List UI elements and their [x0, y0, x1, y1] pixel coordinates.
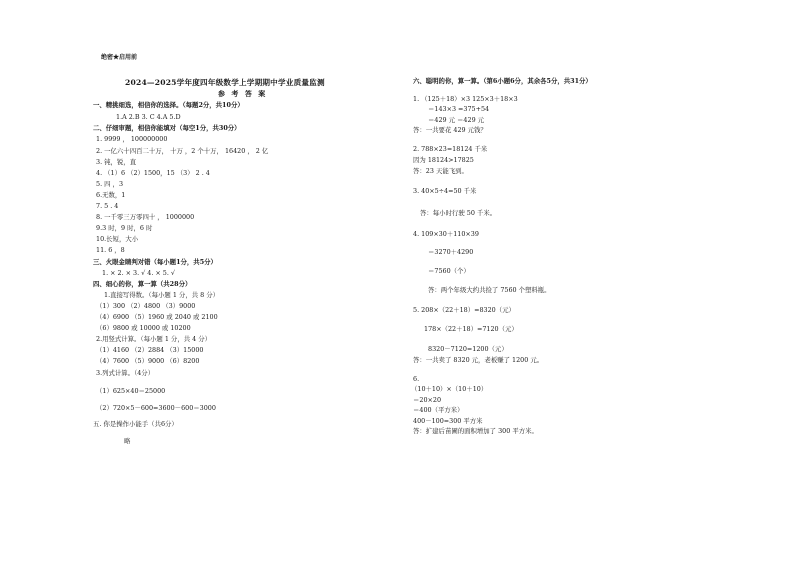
left-line-0: 一、精挑细选，相信你的选择。（每题2分，共10分）: [93, 101, 244, 109]
left-line-4: 2. 一亿六十四百二十万， 十万 ，2 个十万， 16420 ， 2 亿: [96, 147, 269, 155]
left-line-19: （4）6900 （5）1960 或 2040 或 2100: [96, 313, 218, 321]
left-line-12: 10.长短，大小: [96, 235, 139, 243]
right-line-7: 答：23 天能飞到。: [413, 167, 468, 175]
right-line-6: 因为 18124>17825: [413, 156, 474, 164]
right-line-14: 5. 208×（22＋18）=8320（元）: [413, 306, 515, 314]
left-line-16: 四、细心的你，算一算（共28分）: [93, 280, 192, 288]
right-line-11: ＝3270＋4290: [428, 248, 474, 256]
left-line-11: 9.3 时，9 时，6 时: [96, 224, 153, 232]
right-line-17: 答：一共卖了 8320 元，老板赚了 1200 元。: [413, 356, 544, 364]
right-line-0: 六、聪明的你，算一算。（第6小题6分，其余各5分，共31分）: [413, 77, 592, 85]
left-line-10: 8. 一千零三万零四十 ， 1000000: [96, 213, 195, 221]
right-line-12: ＝7560（个）: [428, 267, 470, 275]
right-line-2: ＝143×3 =375+54: [428, 105, 490, 113]
right-line-5: 2. 788×23=18124 千米: [413, 145, 488, 153]
right-line-10: 4. 109×30＋110×39: [413, 230, 479, 238]
right-line-15: 178×（22＋18）=7120（元）: [424, 325, 518, 333]
left-line-24: 3.列式计算。（4分）: [96, 369, 155, 377]
left-line-3: 1. 9999 ， 100000000: [96, 135, 168, 143]
left-line-9: 7. 5 . 4: [96, 202, 119, 210]
right-line-1: 1. （125＋18）×3 125×3＋18×3: [413, 95, 518, 103]
right-line-8: 3. 40×5÷4=50 千米: [413, 187, 477, 195]
left-line-8: 6.无数，1: [96, 191, 126, 199]
left-line-14: 三、火眼金睛判对错（每小题1分，共5分）: [93, 258, 217, 266]
right-line-19: （10＋10）×（10＋10）: [411, 385, 488, 393]
confidential-label: 绝密★启用前: [101, 54, 138, 61]
left-line-15: 1. × 2. × 3. √ 4. × 5. √: [102, 269, 175, 277]
left-line-22: （1）4160 （2）2884 （3）15000: [96, 346, 204, 354]
right-line-13: 答：两个年级大约共捡了 7560 个塑料瓶。: [428, 286, 551, 294]
right-line-20: ＝20×20: [413, 396, 442, 404]
left-line-17: 1.直接写得数。（每小题 1 分，共 8 分）: [104, 291, 220, 299]
document-subtitle: 参 考 答 案: [218, 89, 268, 98]
left-line-20: （6）9800 或 10000 或 10200: [96, 324, 191, 332]
left-line-1: 1.A 2.B 3. C 4.A 5.D: [116, 113, 181, 121]
left-line-6: 4. （1）6 （2）1500，15 （3） 2 . 4: [96, 169, 210, 177]
left-line-5: 3. 钝，锐，直: [96, 158, 137, 166]
left-line-25: （1）625×40＝25000: [96, 387, 166, 395]
left-line-18: （1）300 （2）4800 （3）9000: [96, 302, 196, 310]
document-title: 2024—2025学年度四年级数学上学期期中学业质量监测: [125, 78, 325, 87]
right-line-23: 答：扩建后苗圃的面积增加了 300 平方米。: [413, 427, 538, 435]
right-line-3: ＝429 元 ＝429 元: [428, 116, 485, 124]
right-line-18: 6.: [413, 375, 420, 383]
right-line-16: 8320－7120=1200（元）: [428, 345, 508, 353]
right-line-22: 400－100=300 平方米: [413, 417, 483, 425]
left-line-7: 5. 四 ，3: [96, 180, 124, 188]
left-line-23: （4）7600 （5）9000 （6）8200: [96, 357, 200, 365]
left-line-2: 二、仔细审题，相信你能填对（每空1分，共30分）: [93, 124, 241, 132]
left-line-21: 2.用竖式计算。（每小题 1 分，共 4 分）: [96, 335, 212, 343]
left-line-28: 略: [124, 437, 131, 445]
right-line-9: 答：每小时行驶 50 千米。: [420, 209, 497, 217]
right-line-21: ＝400（平方米）: [413, 406, 464, 414]
left-line-27: 五. 你是操作小能手（共6分）: [93, 420, 178, 428]
right-line-4: 答：一共要花 429 元钱？: [413, 126, 487, 134]
left-line-26: （2）720×5－600=3600－600＝3000: [96, 404, 216, 412]
left-line-13: 11. 6 ，8: [96, 246, 125, 254]
